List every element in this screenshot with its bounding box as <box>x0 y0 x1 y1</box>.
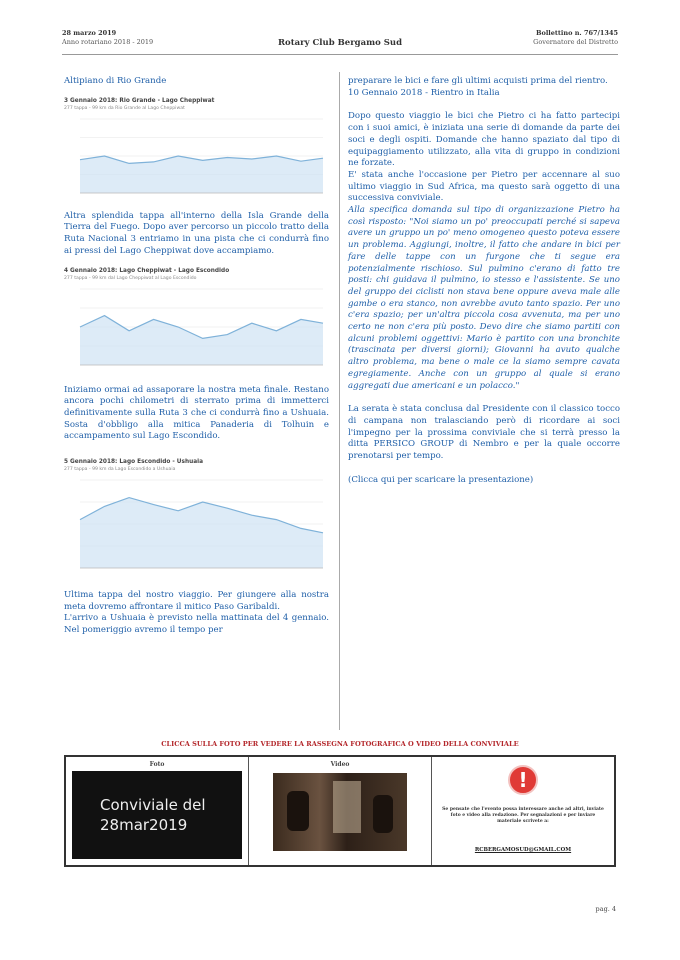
video-label: Video <box>330 761 350 768</box>
photo-gallery-link[interactable] <box>72 771 242 859</box>
chart-1-subtitle: 277 tappa - 99 km da Rio Grande al Lago Cheppiwat <box>64 105 185 111</box>
presentation-link[interactable]: (Clicca qui per scaricare la presentazione) <box>348 474 534 485</box>
header-date: 28 marzo 2019 <box>62 29 117 37</box>
column-divider <box>339 72 340 730</box>
photo-title-line2: 28mar2019 <box>100 816 188 834</box>
photo-cell <box>66 757 249 865</box>
chart-2-title: 4 Gennaio 2018: Lago Cheppiwat - Lago Escondido <box>64 267 230 274</box>
para-a3: Iniziamo ormai ad assaporare la nostra meta finale. Restano ancora pochi chilometri di sterrato prima di immetterci definitivamente sulla Ruta 3 che ci condurrà fino a Ushuaia. Sosta d'obbligo alla mitica Panaderia di Tolhuin e accampamento sul Lago Escondido. <box>64 384 329 442</box>
alert-icon: ! <box>508 765 538 795</box>
club-name: Rotary Club Bergamo Sud <box>277 38 403 48</box>
video-thumbnail[interactable] <box>273 773 407 851</box>
chart-1-area <box>80 156 323 193</box>
elevation-chart-2 <box>64 268 329 375</box>
elevation-chart-1 <box>64 98 329 203</box>
para-a5: L'arrivo a Ushuaia è previsto nella mattinata del 4 gennaio. Nel pomeriggio avremo il tempo per <box>64 613 329 636</box>
para-a4: Ultima tappa del nostro viaggio. Per giungere alla nostra meta dovremo affrontare il mitico Paso Garibaldi. <box>64 590 329 612</box>
chart-3-svg <box>64 474 329 578</box>
page-number: pag. 4 <box>595 905 616 913</box>
column-right <box>348 76 620 487</box>
chart-3-subtitle: 277 tappa - 99 km da Lago Escondido a Ushuaia <box>64 467 176 473</box>
chart-2-svg <box>64 283 329 375</box>
info-text: Se pensate che l'evento possa interessare anche ad altri, inviate foto e video alla redazione. Per segnalazioni e per inviare materiale scrivete a: <box>442 807 604 825</box>
video-cell <box>249 757 432 865</box>
para-b6: La serata è stata conclusa dal Presidente con il classico tocco di campana non tralasciando però di ricordare ai soci l'impegno per la prossima conviviale che si terrà presso la ditta PERSICO GROUP di Nembro e per la quale occorre prenotarsi per tempo. <box>348 404 620 462</box>
para-b1: preparare le bici e fare gli ultimi acquisti prima del rientro. <box>348 76 608 86</box>
column-left <box>64 76 329 637</box>
para-a2: Altra splendida tappa all'interno della Isla Grande della Tierra del Fuego. Dopo aver percorso un piccolo tratto della Ruta Nacional 3 entriamo in una pista che ci condurrà fino ai pressi del Lago Cheppiwat dove accampiamo. <box>64 210 329 256</box>
para-b3: Dopo questo viaggio le bici che Pietro ci ha fatto partecipi con i suoi amici, è iniziata una serie di domande da parte dei soci e degli ospiti. Domande che hanno spaziato dal tipo di equipaggiamento utilizzato, alla vita di gruppo in condizioni ne forzate. <box>348 111 620 169</box>
chart-1-title: 3 Gennaio 2018: Rio Grande - Lago Cheppiwat <box>64 97 215 104</box>
chart-3-area <box>80 498 323 568</box>
bulletin-number: Bollettino n. 767/1345 <box>536 29 618 37</box>
gallery-caption: CLICCA SULLA FOTO PER VEDERE LA RASSEGNA FOTOGRAFICA O VIDEO DELLA CONVIVIALE <box>161 740 519 748</box>
media-gallery <box>64 755 616 867</box>
para-b5-quote: Alla specifica domanda sul tipo di organizzazione Pietro ha così risposto: "Noi siamo un po' preoccupati perché si sapeva avere un gruppo un po' meno omogeneo questo poteva essere un problema. Aggiungi, inoltre, il fatto che andare in bici per fare delle tappe con un furgone che ti segue era potenzialmente rischioso. Sul pulmino c'erano di fatto tre posti: chi guidava il pulmino, io stesso e l'assistente. Se uno del gruppo dei ciclisti non stava bene oppure aveva male alle gambe o era stanco, non avrebbe avuto tanto spazio. Per uno c'era spazio; per un'altra piccola cosa avvenuta, ma per uno certo ne non c'era più posto. Devo dire che siamo partiti con alcuni problemi oggettivi: Mario è partito con una bronchite (trascinata per diversi giorni); Giovanni ha avuto qualche altro problema, ma bene o male ce la siamo sempre cavata egregiamente. Anche con un gruppo al quale si erano aggregati due americani e un polacco." <box>348 205 620 391</box>
email-link[interactable]: RCBERGAMOSUD@GMAIL.COM <box>474 847 572 853</box>
para-b2: 10 Gennaio 2018 - Rientro in Italia <box>348 87 500 98</box>
header-year: Anno rotariano 2018 - 2019 <box>62 38 154 46</box>
header-right <box>533 29 618 47</box>
chart-3-title: 5 Gennaio 2018: Lago Escondido - Ushuaia <box>64 459 204 466</box>
photo-label: Foto <box>149 761 165 768</box>
photo-title-line1: Conviviale del <box>100 796 206 814</box>
page-header <box>62 29 618 55</box>
header-governor: Governatore del Distretto <box>533 38 618 46</box>
elevation-chart-3 <box>64 459 329 578</box>
chart-1-svg <box>64 113 329 203</box>
para-b4: E' stata anche l'occasione per Pietro per accennare al suo ultimo viaggio in Sud Africa, ma questo sarà oggetto di una successiva conviviale. <box>348 169 620 204</box>
info-cell <box>432 757 614 865</box>
video-figure-2 <box>373 795 393 833</box>
video-figure-1 <box>287 791 309 831</box>
para-a1: Altipiano di Rio Grande <box>64 76 167 86</box>
video-light <box>333 781 361 833</box>
chart-2-subtitle: 277 tappa - 99 km dal Lago Cheppiwat al Lago Escondido <box>64 275 197 281</box>
